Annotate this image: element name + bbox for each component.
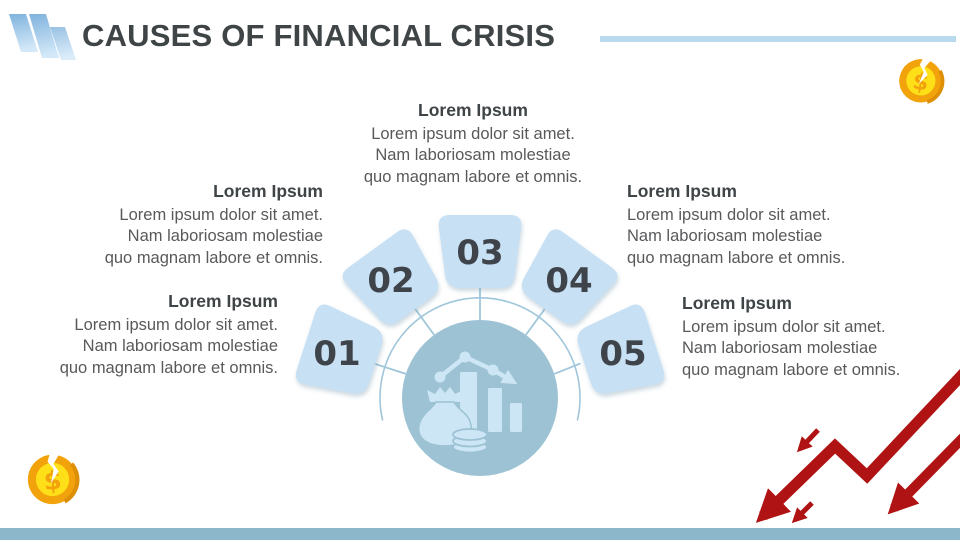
item-02-line2: Nam laboriosam molestiae	[127, 227, 323, 245]
item-02-heading: Lorem Ipsum	[213, 181, 323, 201]
wedge-05-number: 05	[599, 334, 647, 374]
item-02-line1: Lorem ipsum dolor sit amet.	[119, 205, 323, 224]
item-01-line3: quo magnam labore et omnis.	[59, 358, 278, 377]
wedge-03-number: 03	[456, 233, 504, 273]
item-05-heading: Lorem Ipsum	[682, 293, 792, 313]
footer-bar	[0, 528, 960, 540]
item-01-line1: Lorem ipsum dolor sit amet.	[74, 315, 278, 334]
item-02-line3: quo magnam labore et omnis.	[104, 248, 323, 267]
header-accent-line	[600, 36, 956, 42]
item-04-line1: Lorem ipsum dolor sit amet.	[627, 205, 831, 224]
item-03-heading: Lorem Ipsum	[418, 100, 528, 120]
item-03-text	[323, 100, 623, 188]
page-title: CAUSES OF FINANCIAL CRISIS	[82, 18, 556, 53]
cracked-coin-icon	[896, 55, 946, 105]
wedge-01-number: 01	[313, 334, 361, 374]
item-04-heading: Lorem Ipsum	[627, 181, 737, 201]
item-04-line3: quo magnam labore et omnis.	[627, 248, 846, 267]
cracked-coin-icon	[24, 450, 81, 507]
wedge-02-number: 02	[367, 261, 415, 301]
logo-slash-stripes-icon	[6, 12, 84, 64]
item-01-heading: Lorem Ipsum	[168, 291, 278, 311]
fan-diagram	[270, 195, 690, 495]
item-04-line2: Nam laboriosam molestiae	[627, 227, 823, 245]
item-03-line1: Lorem ipsum dolor sit amet.	[371, 124, 575, 143]
item-05-line3: quo magnam labore et omnis.	[682, 360, 901, 379]
center-circle	[402, 320, 558, 476]
wedge-04-number: 04	[545, 261, 593, 301]
declining-red-arrows-icon	[730, 340, 960, 540]
item-01-line2: Nam laboriosam molestiae	[82, 337, 278, 355]
item-03-line2: Nam laboriosam molestiae	[375, 146, 571, 164]
item-01-text	[0, 291, 278, 379]
item-05-line2: Nam laboriosam molestiae	[682, 339, 878, 357]
item-03-line3: quo magnam labore et omnis.	[363, 167, 583, 186]
item-05-line1: Lorem ipsum dolor sit amet.	[682, 317, 886, 336]
